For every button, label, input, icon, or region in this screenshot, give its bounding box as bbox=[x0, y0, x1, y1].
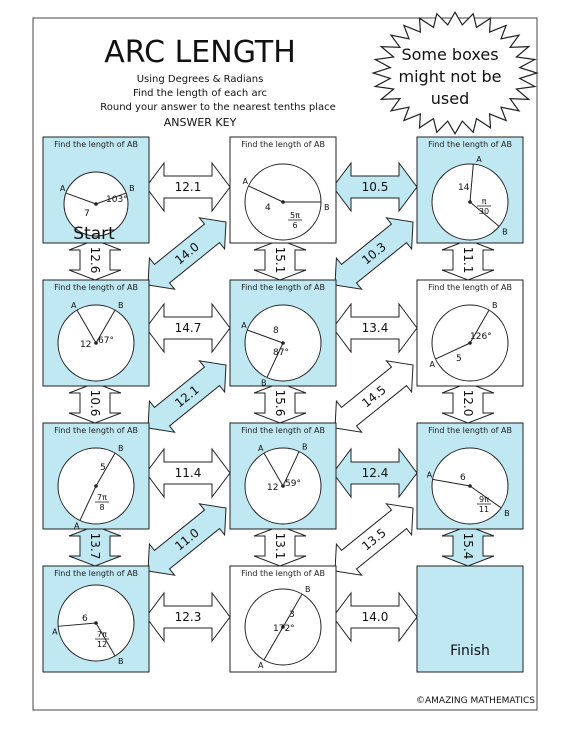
arrow-v-12-c2 bbox=[254, 240, 306, 280]
header bbox=[100, 35, 336, 129]
arrow-value: 15.4 bbox=[461, 532, 475, 560]
radius-label: 12 bbox=[267, 483, 279, 493]
arrow-value: 12.4 bbox=[361, 466, 389, 480]
box-title: Find the length of AB bbox=[428, 283, 512, 292]
arrow-value: 13.7 bbox=[88, 532, 102, 560]
page-title: ARC LENGTH bbox=[104, 35, 296, 70]
problem-box-r4c2 bbox=[230, 566, 336, 672]
point-b-label: B bbox=[492, 301, 498, 311]
point-b-label: B bbox=[502, 227, 508, 237]
problem-box-r2c3 bbox=[417, 280, 523, 386]
point-a-label: A bbox=[241, 321, 247, 331]
angle-numerator: 5π bbox=[290, 211, 300, 220]
point-a-label: A bbox=[242, 176, 249, 186]
problem-box-r3c1 bbox=[43, 423, 149, 530]
problem-box-r4c3 bbox=[417, 566, 523, 672]
radius-label: 6 bbox=[460, 473, 466, 483]
finish-label: Finish bbox=[450, 643, 490, 659]
point-a-label: A bbox=[258, 660, 264, 670]
arrow-v-23-c3 bbox=[442, 383, 494, 423]
angle-numerator: π bbox=[481, 197, 487, 206]
arrow-v-34-c2 bbox=[254, 526, 306, 566]
problem-box-r3c2 bbox=[230, 423, 336, 529]
point-b-label: B bbox=[118, 656, 124, 666]
point-a-label: A bbox=[59, 184, 66, 194]
page-subtitle: Using Degrees & Radians bbox=[136, 74, 264, 85]
box-title: Find the length of AB bbox=[241, 426, 325, 435]
angle-label: 67° bbox=[98, 336, 114, 346]
footer-credit: ©AMAZING MATHEMATICS bbox=[415, 696, 535, 706]
arrow-value: 13.5 bbox=[359, 525, 389, 554]
start-label: Start bbox=[73, 224, 115, 244]
arrow-d-12-right bbox=[335, 218, 413, 289]
arrow-value: 14.5 bbox=[359, 382, 389, 411]
point-b-label: B bbox=[302, 442, 308, 452]
angle-label: 87° bbox=[273, 348, 289, 358]
angle-denominator: 6 bbox=[292, 221, 298, 230]
arrow-value: 11.0 bbox=[172, 525, 202, 554]
arrow-h-r3-b bbox=[333, 449, 417, 497]
arrow-value: 14.0 bbox=[172, 239, 202, 268]
arrow-h-r1-b bbox=[333, 163, 417, 211]
box-title: Find the length of AB bbox=[428, 426, 512, 435]
arrow-v-23-c1 bbox=[69, 383, 121, 423]
burst-line-2: might not be bbox=[398, 67, 502, 86]
instruction-line-2: Round your answer to the nearest tenths place bbox=[100, 102, 336, 113]
box-title: Find the length of AB bbox=[54, 140, 138, 149]
angle-denominator: 12 bbox=[96, 640, 108, 649]
answer-key-label: ANSWER KEY bbox=[163, 116, 237, 129]
problem-box-r2c2 bbox=[230, 280, 336, 387]
arrow-h-r1-a bbox=[146, 163, 230, 211]
point-b-label: B bbox=[504, 508, 510, 518]
arrow-h-r2-b bbox=[333, 304, 417, 352]
arrow-d-23-right bbox=[335, 361, 413, 432]
problem-box-r3c3 bbox=[417, 423, 523, 529]
arrow-value: 15.6 bbox=[273, 389, 287, 417]
arrow-d-23-left bbox=[148, 361, 226, 432]
point-a-label: A bbox=[73, 521, 80, 531]
arrow-v-23-c2 bbox=[254, 383, 306, 423]
box-title: Find the length of AB bbox=[54, 283, 138, 292]
angle-label: 126° bbox=[470, 332, 492, 342]
point-b-label: B bbox=[129, 184, 135, 194]
arrow-d-12-left bbox=[148, 218, 226, 289]
box-title: Find the length of AB bbox=[241, 283, 325, 292]
angle-label: 59° bbox=[285, 479, 301, 489]
arrow-value: 12.6 bbox=[88, 246, 102, 274]
point-a-label: A bbox=[71, 301, 77, 311]
arrow-value: 10.5 bbox=[361, 180, 389, 194]
box-title: Find the length of AB bbox=[241, 140, 325, 149]
arrow-value: 15.1 bbox=[273, 246, 287, 274]
point-b-label: B bbox=[260, 378, 267, 388]
radius-label: 8 bbox=[273, 326, 279, 336]
radius-label: 4 bbox=[265, 203, 271, 213]
arrow-value: 10.3 bbox=[359, 239, 389, 268]
note-starburst bbox=[373, 12, 537, 134]
arrow-d-34-left bbox=[148, 504, 226, 575]
point-b-label: B bbox=[305, 585, 311, 595]
angle-label: 172° bbox=[273, 624, 295, 634]
arrow-value: 10.6 bbox=[88, 389, 102, 417]
point-a-label: A bbox=[429, 360, 436, 370]
arrow-v-12-c1 bbox=[69, 240, 121, 280]
box-title: Find the length of AB bbox=[54, 426, 138, 435]
arrow-value: 14.7 bbox=[174, 321, 202, 335]
arrow-v-34-c1 bbox=[69, 526, 121, 566]
radius-label: 7 bbox=[84, 209, 90, 219]
problem-box-r1c3 bbox=[417, 137, 523, 243]
angle-numerator: 7π bbox=[97, 630, 107, 639]
point-a-label: A bbox=[476, 155, 482, 165]
radius-label: 12 bbox=[80, 340, 92, 350]
problem-box-r4c1 bbox=[43, 566, 149, 672]
radius-label: 14 bbox=[458, 183, 470, 193]
angle-numerator: 7π bbox=[97, 493, 107, 502]
point-a-label: A bbox=[258, 444, 264, 454]
point-b-label: B bbox=[324, 203, 330, 212]
angle-label: 103° bbox=[106, 195, 128, 205]
point-b-label: B bbox=[118, 301, 124, 311]
problem-box-r2c1 bbox=[43, 280, 149, 386]
arrow-v-12-c3 bbox=[442, 240, 494, 280]
arrow-value: 12.1 bbox=[172, 382, 202, 411]
arrow-value: 14.0 bbox=[361, 610, 389, 624]
angle-denominator: 11 bbox=[478, 505, 490, 514]
instruction-line-1: Find the length of each arc bbox=[133, 88, 267, 99]
point-b-label: B bbox=[118, 444, 124, 454]
arrow-v-34-c3 bbox=[442, 526, 494, 566]
radius-label: 5 bbox=[456, 354, 462, 364]
box-title: Find the length of AB bbox=[241, 569, 325, 578]
radius-label: 6 bbox=[82, 614, 88, 624]
problem-box-r1c1 bbox=[43, 137, 149, 244]
arrow-value: 11.1 bbox=[461, 246, 475, 274]
arrow-value: 13.4 bbox=[361, 321, 389, 335]
burst-line-3: used bbox=[430, 89, 470, 108]
arrow-value: 13.1 bbox=[273, 532, 287, 560]
burst-line-1: Some boxes bbox=[401, 45, 499, 64]
angle-denominator: 8 bbox=[99, 503, 105, 512]
arrow-d-34-right bbox=[335, 504, 413, 575]
angle-numerator: 9π bbox=[479, 495, 489, 504]
point-a-label: A bbox=[52, 627, 58, 637]
arrow-value: 12.0 bbox=[461, 389, 475, 417]
arrow-value: 12.1 bbox=[174, 180, 202, 194]
arrow-value: 12.3 bbox=[174, 610, 202, 624]
arrow-h-r2-a bbox=[146, 304, 230, 352]
box-title: Find the length of AB bbox=[428, 140, 512, 149]
point-a-label: A bbox=[426, 470, 433, 480]
radius-label: 5 bbox=[100, 463, 106, 473]
radius-label: 3 bbox=[289, 610, 295, 620]
arrow-h-r3-a bbox=[146, 449, 230, 497]
angle-denominator: 30 bbox=[478, 207, 490, 216]
arrow-h-r4-a bbox=[146, 593, 230, 641]
box-title: Find the length of AB bbox=[54, 569, 138, 578]
arrow-value: 11.4 bbox=[174, 466, 202, 480]
arrow-h-r4-b bbox=[333, 593, 417, 641]
problem-box-r1c2 bbox=[230, 137, 336, 243]
